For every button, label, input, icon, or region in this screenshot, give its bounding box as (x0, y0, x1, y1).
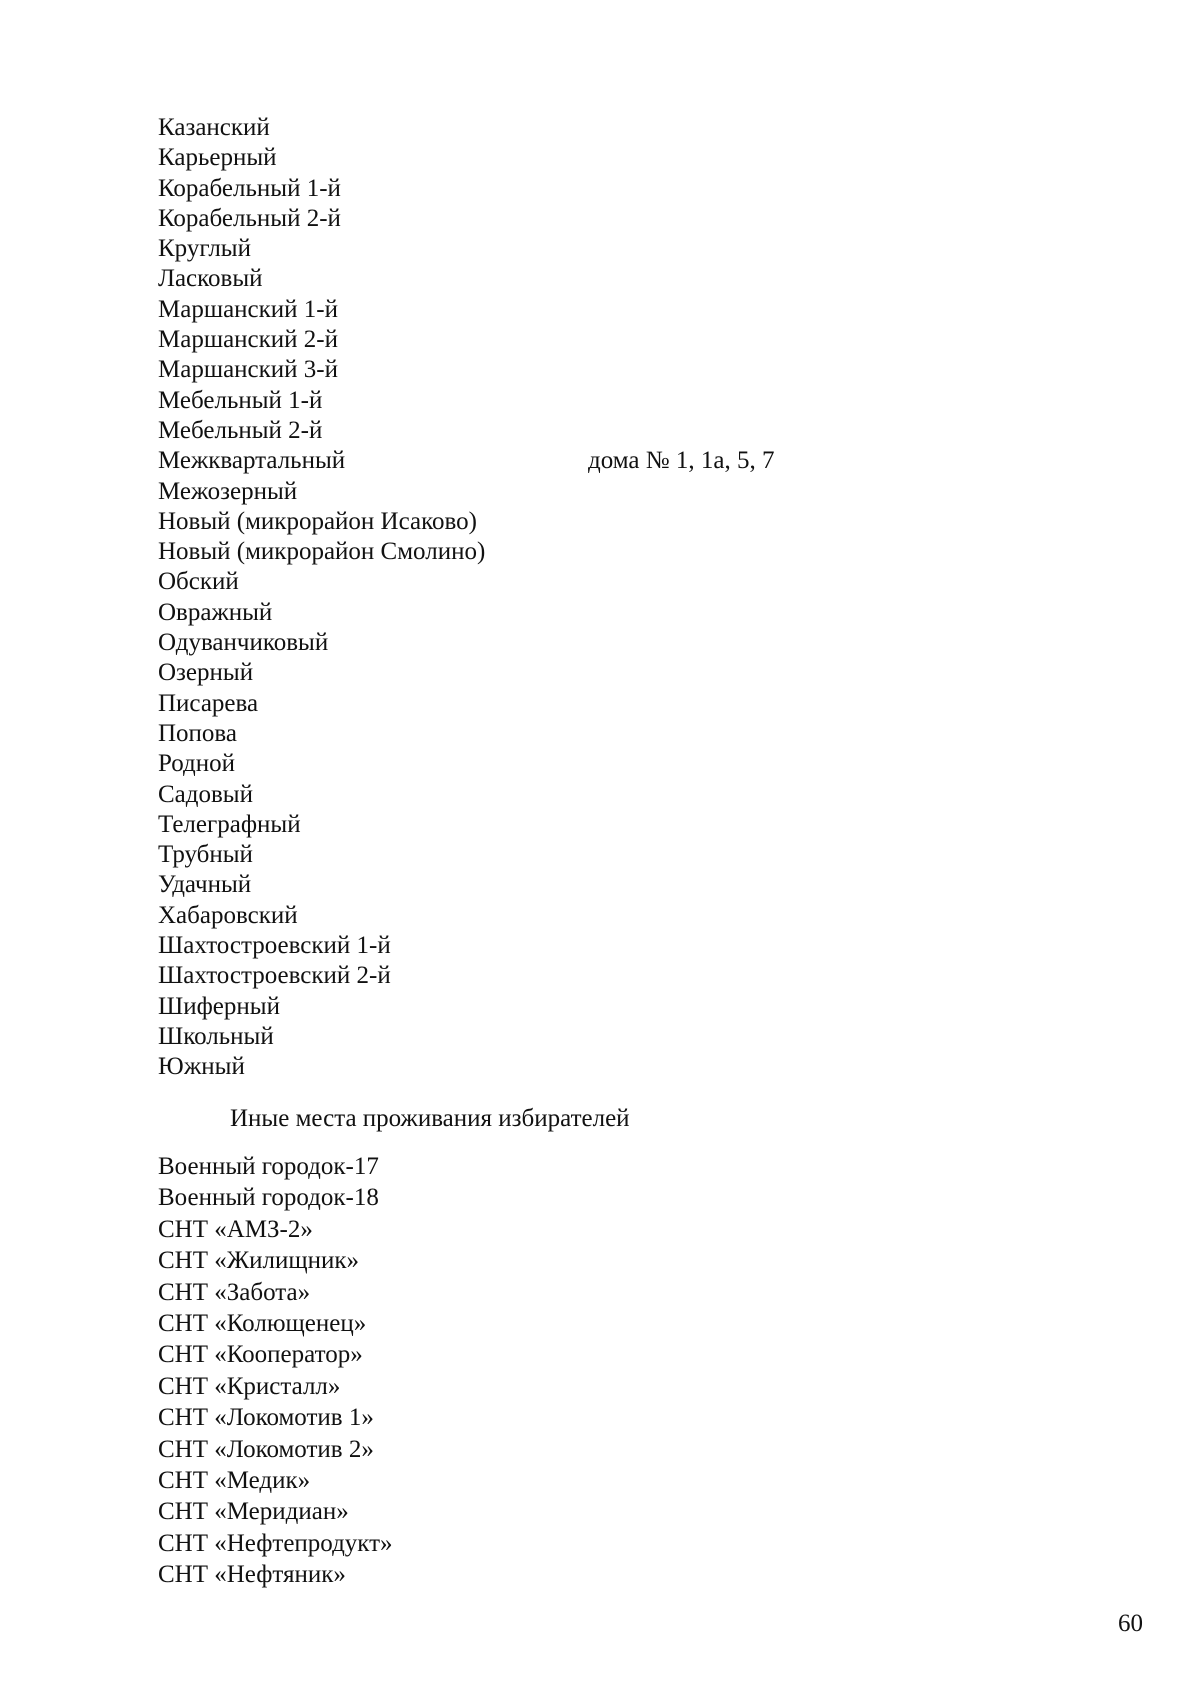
street-name: Мебельный 2-й (158, 416, 323, 444)
street-name: Карьерный (158, 144, 277, 172)
street-item (158, 810, 485, 840)
page-number: 60 (1118, 1610, 1143, 1637)
street-name: Южный (158, 1053, 245, 1081)
street-item (158, 204, 485, 234)
street-item (158, 507, 485, 537)
street-item (158, 446, 775, 476)
street-item (158, 386, 485, 416)
street-name: Ласковый (158, 265, 263, 293)
street-item (158, 234, 485, 264)
street-item (158, 355, 485, 385)
street-item (158, 780, 485, 810)
street-name: Межквартальный (158, 447, 346, 475)
street-name: Озерный (158, 659, 254, 687)
place-item: СНТ «Жилищник» (158, 1247, 360, 1275)
place-item: СНТ «АМЗ-2» (158, 1215, 313, 1243)
street-name: Шахтостроевский 1-й (158, 932, 391, 960)
street-name: Телеграфный (158, 810, 301, 838)
place-item: СНТ «Кооператор» (158, 1341, 363, 1369)
street-name: Родной (158, 750, 236, 778)
place-item: СНТ «Локомотив 2» (158, 1435, 374, 1463)
street-name: Трубный (158, 841, 253, 869)
street-name: Казанский (158, 114, 270, 141)
street-name: Шиферный (158, 992, 280, 1020)
section-heading: Иные места проживания избирателей (230, 1105, 630, 1132)
street-item (158, 901, 485, 931)
place-item: СНТ «Меридиан» (158, 1498, 349, 1526)
street-item (158, 749, 485, 779)
street-item (158, 113, 485, 143)
street-name: Маршанский 2-й (158, 326, 339, 354)
street-item (158, 477, 485, 507)
street-item (158, 870, 485, 900)
street-name: Садовый (158, 780, 253, 808)
house-numbers-note: дома № 1, 1а, 5, 7 (588, 447, 775, 475)
place-item: СНТ «Колющенец» (158, 1309, 367, 1337)
street-name: Круглый (158, 235, 251, 263)
street-item (158, 931, 485, 961)
street-name: Корабельный 1-й (158, 174, 341, 202)
street-name: Межозерный (158, 477, 298, 505)
street-item (158, 174, 485, 204)
street-item (158, 1052, 485, 1082)
street-item (158, 961, 485, 991)
street-item (158, 658, 485, 688)
street-name: Удачный (158, 871, 252, 899)
street-item (158, 416, 485, 446)
street-name: Шахтостроевский 2-й (158, 962, 391, 990)
street-name: Обский (158, 568, 239, 596)
other-places-list (158, 1151, 393, 1590)
street-item (158, 598, 485, 628)
place-item: СНТ «Локомотив 1» (158, 1404, 374, 1432)
place-item: СНТ «Забота» (158, 1278, 311, 1306)
street-name: Мебельный 1-й (158, 386, 323, 414)
street-item (158, 143, 485, 173)
street-item (158, 567, 485, 597)
place-item: Военный городок-18 (158, 1184, 379, 1212)
street-name: Маршанский 3-й (158, 356, 339, 384)
street-item (158, 992, 485, 1022)
place-item: Военный городок-17 (158, 1153, 379, 1180)
place-item: СНТ «Медик» (158, 1466, 311, 1494)
street-name: Маршанский 1-й (158, 295, 339, 323)
street-item (158, 325, 485, 355)
street-name: Хабаровский (158, 901, 298, 929)
street-item (158, 689, 485, 719)
street-item (158, 537, 485, 567)
street-item (158, 1022, 485, 1052)
place-item: СНТ «Нефтяник» (158, 1561, 346, 1589)
place-item: СНТ «Кристалл» (158, 1372, 341, 1400)
street-item (158, 264, 485, 294)
street-name: Писарева (158, 689, 259, 717)
street-list (158, 113, 775, 1083)
street-name: Школьный (158, 1022, 274, 1050)
street-name: Новый (микрорайон Исаково) (158, 507, 477, 535)
street-item (158, 719, 485, 749)
street-name: Овражный (158, 598, 273, 626)
street-name: Корабельный 2-й (158, 204, 341, 232)
street-item (158, 628, 485, 658)
place-item: СНТ «Нефтепродукт» (158, 1529, 393, 1557)
street-item (158, 295, 485, 325)
street-name: Одуванчиковый (158, 629, 329, 657)
street-name: Новый (микрорайон Смолино) (158, 538, 486, 566)
street-item (158, 840, 485, 870)
street-name: Попова (158, 719, 238, 747)
